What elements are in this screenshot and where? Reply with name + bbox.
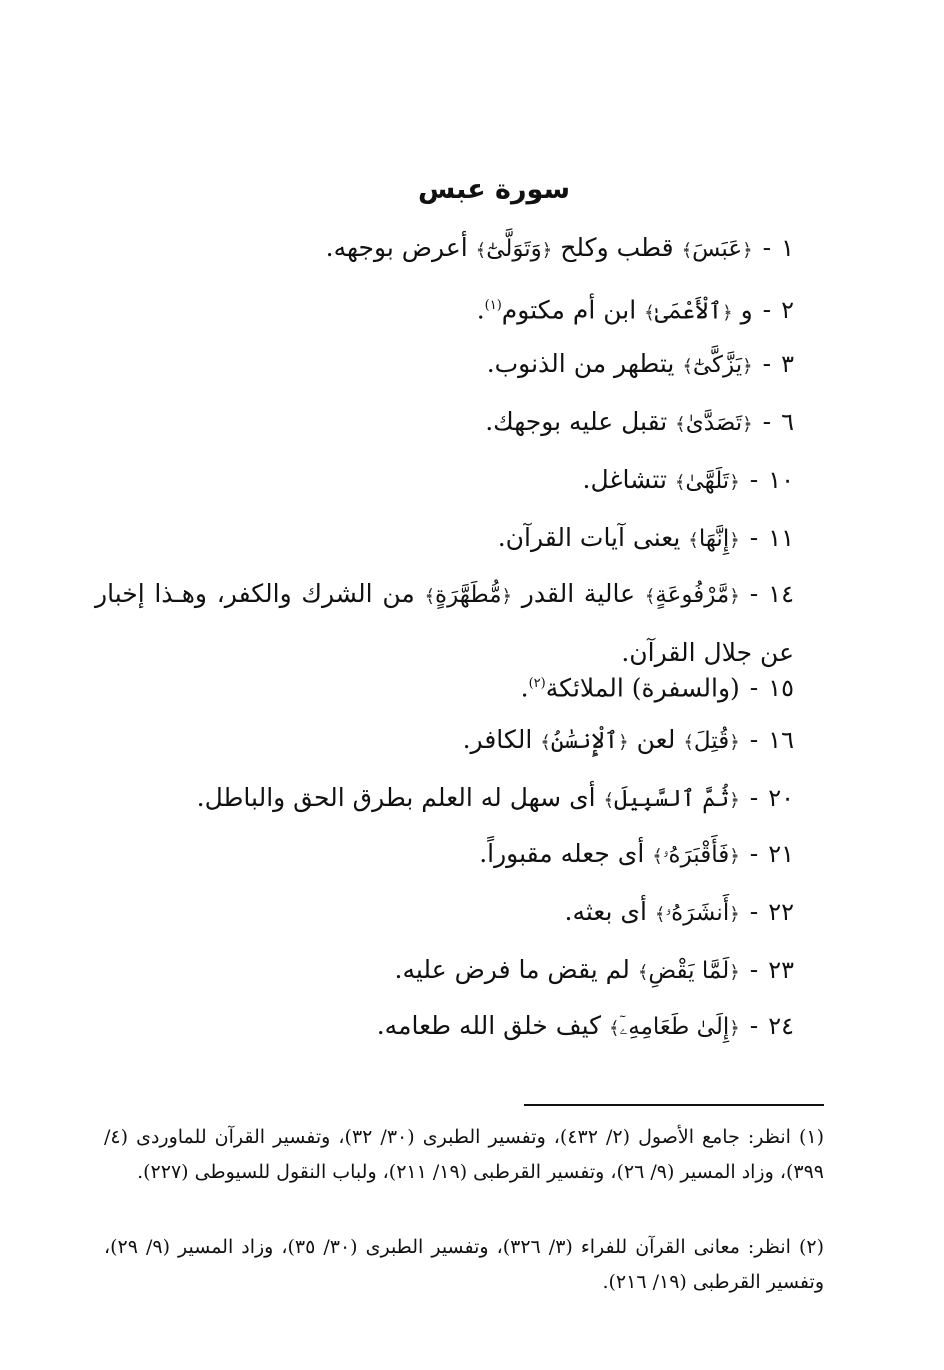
verse-number: ١: [781, 234, 794, 262]
ornament-close: ﴾: [688, 530, 699, 551]
entry-end: .: [520, 673, 529, 703]
entry-prefix: و: [732, 295, 753, 325]
quran-word: فَأَقْبَرَهُۥ: [662, 842, 730, 868]
quran-word: ٱلْأَعْمَىٰ: [654, 298, 723, 325]
ornament-open: ﴿: [742, 414, 753, 435]
verse-entry: [94, 278, 794, 341]
verse-entry: [94, 998, 794, 1057]
explanation-text: تقبل عليه بوجهك.: [485, 407, 676, 436]
explanation-text: يتطهر من الذنوب.: [486, 349, 683, 378]
explanation-text: يعنى آيات القرآن.: [497, 523, 689, 552]
quran-word: إِلَىٰ طَعَامِهِۦٓ: [619, 1014, 730, 1040]
verse-entry: [94, 336, 794, 395]
verse-number: ١١: [768, 524, 794, 552]
verse-entry: [94, 826, 794, 885]
footnote: [104, 1230, 824, 1300]
quran-word: مُّطَهَّرَةٍ: [435, 582, 502, 608]
ornament-close: ﴾: [674, 472, 686, 493]
verse-number: ٢: [781, 296, 794, 325]
verse-number: ٢١: [768, 840, 794, 868]
ornament-open: ﴿: [729, 586, 740, 607]
ornament-open: ﴿: [729, 472, 740, 493]
explanation-text: أى جعله مقبوراً.: [479, 839, 653, 868]
verse-entry: [94, 884, 794, 943]
ornament-open: ﴿: [729, 904, 740, 925]
dash-separator: -: [749, 839, 759, 868]
verse-number: ٣: [781, 350, 794, 378]
verse-entry: [94, 942, 794, 1001]
ornament-close: ﴾: [608, 1018, 620, 1039]
dash-separator: -: [762, 233, 772, 262]
ornament-close: ﴾: [652, 846, 663, 867]
footnote-divider: [524, 1104, 824, 1106]
footnote-ref: (٢): [528, 676, 546, 691]
verse-number: ٢٣: [768, 956, 794, 984]
quran-word: يَزَّكَّىٰٓ: [692, 352, 743, 378]
verse-entry: [94, 712, 794, 771]
footnote-text: انظر: معانى القرآن للفراء (٣/ ٣٢٦)، وتفسير الطبرى (٣٠/ ٣٥)، وزاد المسير (٩/ ٢٩)، وتفسير القرطبى (١٩/ ٢١٦).: [104, 1236, 824, 1293]
dash-separator: -: [749, 725, 759, 754]
explanation-text: ابن أم مكتوم: [501, 295, 645, 325]
explanation-text: أى بعثه.: [564, 897, 655, 926]
footnote-number: (٢): [798, 1236, 824, 1258]
dash-separator: -: [762, 407, 772, 436]
ornament-open: ﴿: [501, 586, 513, 607]
ornament-close: ﴾: [681, 240, 693, 261]
quran-word: لَمَّا يَقْضِ: [648, 958, 730, 984]
explanation-text: أعرض بوجهه.: [325, 233, 476, 262]
dash-separator: -: [749, 783, 759, 812]
ornament-close: ﴾: [644, 302, 655, 324]
explanation-text: لعن: [628, 725, 684, 754]
ornament-close: ﴾: [540, 732, 551, 753]
quran-word: عَبَسَ: [692, 236, 743, 262]
ornament-open: ﴿: [729, 530, 740, 551]
footnote-ref: (١): [484, 298, 502, 313]
quran-word: قُتِلَ: [693, 728, 730, 754]
explanation-text: عالية القدر: [512, 579, 645, 608]
ornament-close: ﴾: [682, 356, 693, 377]
explanation-text: من الشرك والكفر، وهـذا إخبار عن جلال القرآن.: [95, 579, 794, 667]
verse-number: ١٦: [768, 726, 794, 754]
verse-number: ١٥: [768, 674, 794, 703]
verse-entry: [94, 770, 794, 829]
dash-separator: -: [749, 465, 759, 494]
verse-number: ٦: [781, 408, 794, 436]
explanation-text: كيف خلق الله طعامه.: [376, 1011, 609, 1040]
dash-separator: -: [762, 349, 772, 378]
ornament-close: ﴾: [637, 962, 649, 983]
verse-entry: [94, 452, 794, 511]
ornament-open: ﴿: [729, 962, 740, 983]
explanation-text: لم يقض ما فرض عليه.: [394, 955, 638, 984]
quran-word: تَصَدَّىٰ: [685, 410, 743, 436]
quran-word: إِنَّهَا: [698, 526, 730, 552]
verse-number: ١٤: [768, 580, 795, 608]
verse-number: ٢٤: [768, 1012, 794, 1040]
explanation-text: قطب وكلح: [552, 233, 682, 262]
ornament-close: ﴾: [424, 586, 436, 607]
verse-entry: [94, 656, 794, 716]
ornament-close: ﴾: [644, 586, 656, 607]
ornament-open: ﴿: [729, 732, 740, 753]
dash-separator: -: [749, 897, 759, 926]
verse-number: ٢٠: [768, 784, 794, 812]
dash-separator: -: [749, 1011, 759, 1040]
ornament-open: ﴿: [742, 356, 753, 377]
quran-word: تَلَهَّىٰ: [685, 468, 730, 494]
dash-separator: -: [749, 673, 759, 703]
ornament-open: ﴿: [722, 302, 733, 324]
quran-word: ٱلْإِنسَٰنُ: [550, 728, 619, 754]
verse-number: ٢٢: [768, 898, 794, 926]
ornament-close: ﴾: [603, 790, 615, 811]
ornament-open: ﴿: [742, 240, 753, 261]
verse-entry: [94, 394, 794, 453]
entry-end: .: [476, 295, 485, 325]
quran-word: أَنشَرَهُۥ: [665, 900, 730, 926]
ornament-close: ﴾: [683, 732, 694, 753]
footnote-text: انظر: جامع الأصول (٢/ ٤٣٢)، وتفسير الطبرى (٣٠/ ٣٢)، وتفسير القرآن للماوردى (٤/ ٣٩٩)، وزاد المسير (٩/ ٢٦)، وتفسير القرطبى (١٩/ ٢١١)، ولباب النقول للسيوطى (٢٢٧).: [104, 1126, 824, 1183]
dash-separator: -: [749, 523, 759, 552]
ornament-open: ﴿: [729, 790, 740, 811]
page-title: سورة عبس: [418, 174, 570, 205]
entry-prefix: (والسفرة) الملائكة: [545, 673, 740, 703]
explanation-text: تتشاغل.: [582, 465, 675, 494]
verse-entry: [94, 510, 794, 569]
footnote: [104, 1120, 824, 1190]
quran-word: ثُمَّ ٱلسَّبِيلَ: [614, 786, 730, 812]
ornament-open: ﴿: [729, 1018, 740, 1039]
quran-word: وَتَوَلَّىٰٓ: [486, 236, 542, 262]
dash-separator: -: [762, 295, 772, 325]
dash-separator: -: [749, 579, 759, 608]
verse-entry: [94, 220, 794, 279]
explanation-text: أى سهل له العلم بطرق الحق والباطل.: [196, 783, 604, 812]
ornament-close: ﴾: [675, 414, 686, 435]
quran-word: مَّرْفُوعَةٍ: [655, 582, 730, 608]
ornament-close: ﴾: [654, 904, 666, 925]
ornament-open: ﴿: [541, 240, 553, 261]
dash-separator: -: [749, 955, 759, 984]
ornament-open: ﴿: [618, 732, 629, 753]
footnote-number: (١): [798, 1126, 824, 1148]
verse-number: ١٠: [768, 466, 794, 494]
explanation-text: الكافر.: [462, 725, 541, 754]
ornament-open: ﴿: [729, 846, 740, 867]
ornament-close: ﴾: [475, 240, 487, 261]
